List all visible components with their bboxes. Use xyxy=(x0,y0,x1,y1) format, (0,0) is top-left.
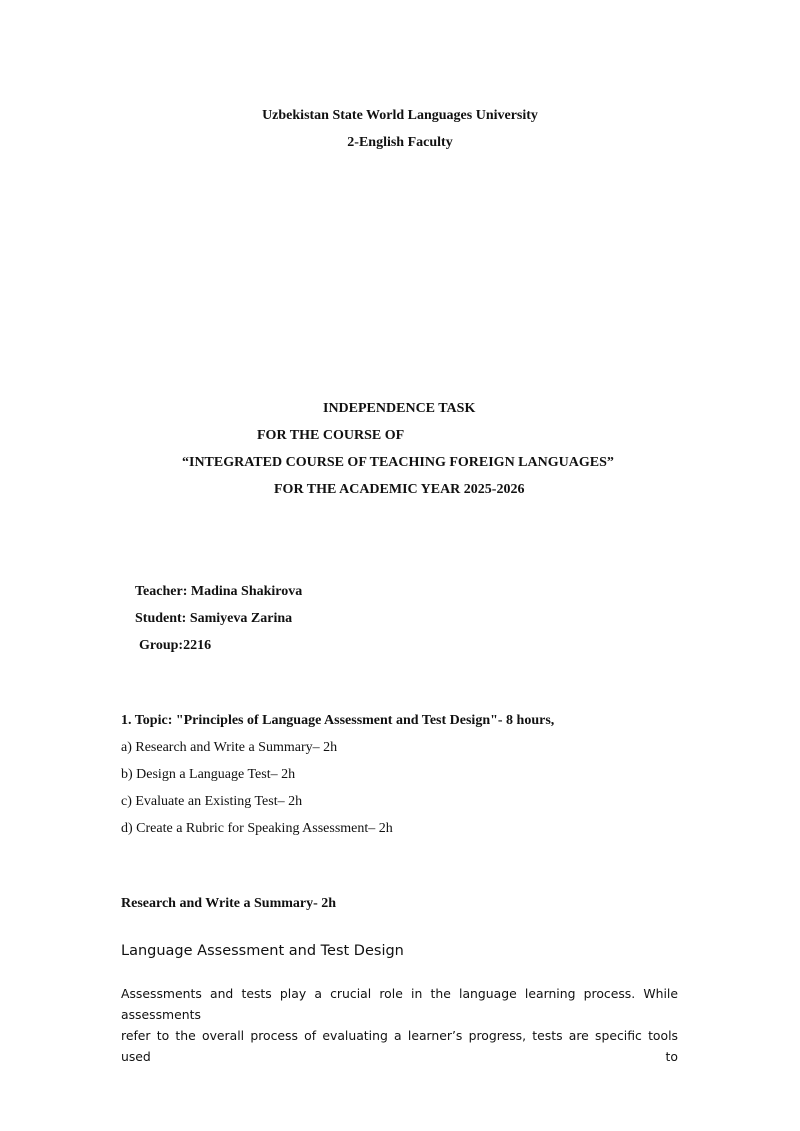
task-title: INDEPENDENCE TASK xyxy=(323,401,476,416)
topic-heading: 1. Topic: "Principles of Language Assessment and Test Design"- 8 hours, xyxy=(121,713,555,728)
paragraph-line: Assessments and tests play a crucial role in the language learning process. While assessments xyxy=(121,986,678,1022)
topic-item-a: a) Research and Write a Summary– 2h xyxy=(121,740,338,755)
section-subheading: Language Assessment and Test Design xyxy=(121,943,404,959)
academic-year: FOR THE ACADEMIC YEAR 2025-2026 xyxy=(274,482,525,497)
course-of-line: FOR THE COURSE OF xyxy=(257,428,405,443)
teacher-line: Teacher: Madina Shakirova xyxy=(135,584,303,599)
course-name: “INTEGRATED COURSE OF TEACHING FOREIGN LANGUAGES” xyxy=(182,455,614,470)
topic-item-d: d) Create a Rubric for Speaking Assessment– 2h xyxy=(121,821,393,836)
topic-item-b: b) Design a Language Test– 2h xyxy=(121,767,296,782)
paragraph-line: refer to the overall process of evaluating a learner’s progress, tests are specific tools used to xyxy=(121,1028,678,1064)
university-name: Uzbekistan State World Languages University xyxy=(262,108,538,123)
group-line: Group:2216 xyxy=(139,638,212,653)
faculty-name: 2-English Faculty xyxy=(347,135,453,150)
section-heading: Research and Write a Summary- 2h xyxy=(121,896,337,911)
student-line: Student: Samiyeva Zarina xyxy=(135,611,293,626)
summary-paragraph xyxy=(121,983,678,1067)
topic-item-c: c) Evaluate an Existing Test– 2h xyxy=(121,794,303,809)
